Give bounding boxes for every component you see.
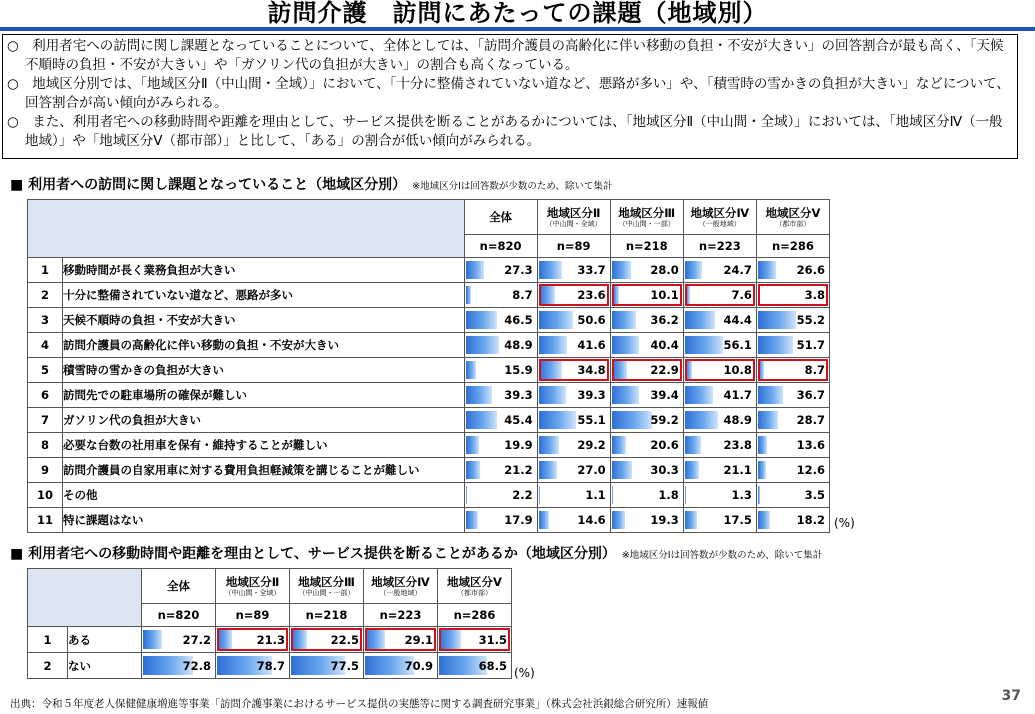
row-label: 十分に整備されていない道など、悪路が多い xyxy=(63,283,465,308)
n-count: n=223 xyxy=(683,235,756,258)
row-label: 天候不順時の負担・不安が大きい xyxy=(63,308,465,333)
value-cell xyxy=(364,653,438,679)
value-cell xyxy=(756,308,829,333)
unit-label: (%) xyxy=(834,516,855,530)
value-cell xyxy=(438,653,512,679)
value-cell xyxy=(464,383,537,408)
n-count: n=286 xyxy=(438,604,512,627)
value-label: 45.4 xyxy=(504,413,533,427)
value-label: 31.5 xyxy=(478,632,507,647)
table-row xyxy=(28,508,830,533)
value-bar xyxy=(758,311,796,329)
value-bar xyxy=(612,461,633,479)
value-bar xyxy=(539,261,562,279)
value-label: 8.7 xyxy=(512,288,533,302)
value-label: 59.2 xyxy=(650,413,679,427)
value-label: 10.8 xyxy=(723,363,752,377)
header-blank xyxy=(28,569,142,627)
row-number: 4 xyxy=(28,333,63,358)
value-label: 48.9 xyxy=(504,338,533,352)
section1-title: ■ 利用者への訪問に関し課題となっていること（地域区分別） xyxy=(10,177,407,193)
value-bar xyxy=(685,486,686,504)
summary-point: ○ 地域区分別では、「地域区分Ⅱ（中山間・全域）」において、「十分に整備されていない道など、悪路が多い」や、「積雪時の雪かきの負担が大きい」などについて、回答割合が高い傾向がみられる。 xyxy=(7,76,1010,111)
value-label: 14.6 xyxy=(577,513,606,527)
value-bar xyxy=(612,411,653,429)
value-cell xyxy=(537,408,610,433)
value-bar xyxy=(685,511,697,529)
unit-label: (%) xyxy=(514,666,535,680)
value-bar xyxy=(685,461,699,479)
value-label: 34.8 xyxy=(577,363,606,377)
value-label: 23.6 xyxy=(577,288,606,302)
value-cell xyxy=(290,627,364,653)
value-cell xyxy=(537,358,610,383)
n-count: n=218 xyxy=(610,235,683,258)
value-cell xyxy=(537,333,610,358)
value-label: 36.2 xyxy=(650,313,679,327)
value-bar xyxy=(685,311,715,329)
row-number: 5 xyxy=(28,358,63,383)
col-header-region3: 地域区分Ⅲ （中山間・一部） xyxy=(290,569,364,604)
table-row xyxy=(28,258,830,283)
value-label: 70.9 xyxy=(404,658,433,673)
value-bar xyxy=(685,386,714,404)
value-bar xyxy=(539,411,577,429)
value-cell xyxy=(683,308,756,333)
value-cell xyxy=(756,458,829,483)
value-label: 1.1 xyxy=(585,488,606,502)
row-label: 必要な台数の社用車を保有・維持することが難しい xyxy=(63,433,465,458)
row-number: 2 xyxy=(28,653,68,679)
value-label: 39.3 xyxy=(504,388,533,402)
value-bar xyxy=(758,436,767,454)
value-bar xyxy=(466,336,499,354)
n-count: n=89 xyxy=(216,604,290,627)
value-bar xyxy=(143,630,162,649)
value-label: 15.9 xyxy=(504,363,533,377)
value-label: 50.6 xyxy=(577,313,606,327)
row-label: 訪問介護員の自家用車に対する費用負担軽減策を講じることが難しい xyxy=(63,458,465,483)
value-label: 29.1 xyxy=(404,632,433,647)
value-bar xyxy=(291,630,307,649)
page-title: 訪問介護 訪問にあたっての課題（地域別） xyxy=(267,0,768,27)
value-cell xyxy=(290,653,364,679)
col-header-region4: 地域区分Ⅳ （一般地域） xyxy=(683,200,756,235)
n-count: n=286 xyxy=(756,235,829,258)
value-bar xyxy=(466,511,478,529)
value-label: 19.9 xyxy=(504,438,533,452)
value-label: 30.3 xyxy=(650,463,679,477)
row-number: 1 xyxy=(28,258,63,283)
col-header-region2: 地域区分Ⅱ （中山間・全域） xyxy=(537,200,610,235)
value-label: 21.3 xyxy=(256,632,285,647)
value-label: 39.4 xyxy=(650,388,679,402)
value-label: 18.2 xyxy=(796,513,825,527)
value-cell xyxy=(756,508,829,533)
value-label: 39.3 xyxy=(577,388,606,402)
row-label: 移動時間が長く業務負担が大きい xyxy=(63,258,465,283)
value-bar xyxy=(612,361,628,379)
value-label: 41.6 xyxy=(577,338,606,352)
row-number: 6 xyxy=(28,383,63,408)
value-bar xyxy=(217,630,232,649)
table-row xyxy=(28,653,512,679)
value-bar xyxy=(539,386,566,404)
value-label: 23.8 xyxy=(723,438,752,452)
value-label: 72.8 xyxy=(182,658,211,673)
row-number: 1 xyxy=(28,627,68,653)
value-bar xyxy=(612,511,625,529)
row-number: 2 xyxy=(28,283,63,308)
refusal-table xyxy=(27,568,512,679)
value-cell xyxy=(464,508,537,533)
value-label: 3.5 xyxy=(804,488,825,502)
header-blank xyxy=(28,200,465,258)
section2-heading xyxy=(10,545,822,565)
value-bar xyxy=(612,311,637,329)
row-number: 10 xyxy=(28,483,63,508)
row-label: 特に課題はない xyxy=(63,508,465,533)
value-cell xyxy=(537,283,610,308)
value-bar xyxy=(466,461,481,479)
value-cell xyxy=(756,333,829,358)
value-bar xyxy=(685,361,692,379)
summary-point: ○ また、利用者宅への移動時間や距離を理由として、サービス提供を断ることがあるかについては、「地域区分Ⅱ（中山間・全域）」においては、「地域区分Ⅳ（一般地域）」や「地域区分Ⅴ（都市部）」と比して、「ある」の割合が低い傾向がみられる。 xyxy=(7,114,1003,149)
value-label: 27.3 xyxy=(504,263,533,277)
value-bar xyxy=(685,336,723,354)
value-label: 51.7 xyxy=(796,338,825,352)
value-bar xyxy=(612,486,613,504)
value-cell xyxy=(610,433,683,458)
value-label: 17.5 xyxy=(723,513,752,527)
value-bar xyxy=(685,436,701,454)
value-cell xyxy=(756,433,829,458)
value-cell xyxy=(464,258,537,283)
table-row xyxy=(28,483,830,508)
value-bar xyxy=(758,511,770,529)
table-row xyxy=(28,458,830,483)
col-header-region5: 地域区分Ⅴ （都市部） xyxy=(438,569,512,604)
value-cell xyxy=(756,258,829,283)
row-number: 11 xyxy=(28,508,63,533)
value-label: 27.2 xyxy=(182,632,211,647)
value-cell xyxy=(537,508,610,533)
value-label: 1.8 xyxy=(658,488,679,502)
value-cell xyxy=(464,283,537,308)
value-cell xyxy=(537,308,610,333)
value-bar xyxy=(466,436,480,454)
value-cell xyxy=(464,433,537,458)
row-label: 訪問介護員の高齢化に伴い移動の負担・不安が大きい xyxy=(63,333,465,358)
col-header-region4: 地域区分Ⅳ （一般地域） xyxy=(364,569,438,604)
value-cell xyxy=(364,627,438,653)
value-cell xyxy=(537,258,610,283)
value-cell xyxy=(683,433,756,458)
value-label: 3.8 xyxy=(804,288,825,302)
value-bar xyxy=(685,261,702,279)
value-label: 13.6 xyxy=(796,438,825,452)
value-bar xyxy=(685,286,690,304)
value-cell xyxy=(756,483,829,508)
section2-note: ※地域区分Ⅰは回答数が少数のため、除いて集計 xyxy=(621,550,823,561)
value-bar xyxy=(365,630,385,649)
value-bar xyxy=(466,286,472,304)
value-label: 33.7 xyxy=(577,263,606,277)
table-row xyxy=(28,433,830,458)
value-label: 8.7 xyxy=(804,363,825,377)
value-cell xyxy=(537,433,610,458)
table-row xyxy=(28,283,830,308)
row-label: その他 xyxy=(63,483,465,508)
value-label: 27.0 xyxy=(577,463,606,477)
value-label: 28.0 xyxy=(650,263,679,277)
issues-table xyxy=(27,199,830,533)
value-cell xyxy=(756,283,829,308)
value-label: 10.1 xyxy=(650,288,679,302)
value-cell xyxy=(756,383,829,408)
value-bar xyxy=(758,461,767,479)
value-cell xyxy=(464,483,537,508)
col-header-region2: 地域区分Ⅱ （中山間・全域） xyxy=(216,569,290,604)
value-cell xyxy=(683,483,756,508)
row-number: 9 xyxy=(28,458,63,483)
value-label: 78.7 xyxy=(256,658,285,673)
value-label: 28.7 xyxy=(796,413,825,427)
n-count: n=820 xyxy=(142,604,216,627)
value-label: 21.2 xyxy=(504,463,533,477)
col-header-all: 全体 xyxy=(142,569,216,604)
table-row xyxy=(28,308,830,333)
value-cell xyxy=(683,258,756,283)
n-count: n=820 xyxy=(464,235,537,258)
value-bar xyxy=(466,311,498,329)
value-bar xyxy=(758,411,778,429)
value-bar xyxy=(466,386,493,404)
value-cell xyxy=(610,483,683,508)
value-bar xyxy=(758,261,776,279)
value-label: 26.6 xyxy=(796,263,825,277)
row-number: 8 xyxy=(28,433,63,458)
title-underline xyxy=(0,27,1035,31)
value-cell xyxy=(464,333,537,358)
value-cell xyxy=(683,333,756,358)
value-cell xyxy=(537,383,610,408)
value-bar xyxy=(539,286,555,304)
value-cell xyxy=(464,458,537,483)
value-cell xyxy=(756,408,829,433)
value-label: 46.5 xyxy=(504,313,533,327)
value-cell xyxy=(683,358,756,383)
value-label: 2.2 xyxy=(512,488,533,502)
value-cell xyxy=(216,653,290,679)
row-label: 訪問先での駐車場所の確保が難しい xyxy=(63,383,465,408)
page-number: 37 xyxy=(1001,688,1021,704)
value-cell xyxy=(464,358,537,383)
value-cell xyxy=(537,458,610,483)
row-label: ある xyxy=(68,627,142,653)
value-bar xyxy=(758,386,783,404)
value-cell xyxy=(610,333,683,358)
value-bar xyxy=(539,436,559,454)
n-count: n=218 xyxy=(290,604,364,627)
value-cell xyxy=(610,508,683,533)
value-bar xyxy=(539,311,574,329)
value-bar xyxy=(466,361,477,379)
value-label: 48.9 xyxy=(723,413,752,427)
value-cell xyxy=(610,283,683,308)
value-cell xyxy=(142,653,216,679)
value-bar xyxy=(539,361,563,379)
value-label: 44.4 xyxy=(723,313,752,327)
value-cell xyxy=(438,627,512,653)
summary-box xyxy=(2,34,1018,159)
value-cell xyxy=(683,408,756,433)
section1-heading xyxy=(10,176,613,196)
value-bar xyxy=(612,286,619,304)
n-count: n=223 xyxy=(364,604,438,627)
value-cell xyxy=(610,258,683,283)
value-label: 22.9 xyxy=(650,363,679,377)
value-bar xyxy=(539,486,540,504)
value-cell xyxy=(142,627,216,653)
value-bar xyxy=(466,486,468,504)
value-cell xyxy=(464,408,537,433)
value-bar xyxy=(539,511,549,529)
value-cell xyxy=(610,383,683,408)
value-bar xyxy=(466,411,497,429)
value-label: 29.2 xyxy=(577,438,606,452)
summary-point: ○ 利用者宅への訪問に関し課題となっていることについて、全体としては、「訪問介護員の高齢化に伴い移動の負担・不安が大きい」の回答割合が最も高く、「天候不順時の負担・不安が大きい」や「ガソリン代の負担が大きい」の割合も高くなっている。 xyxy=(7,38,1004,73)
value-cell xyxy=(683,383,756,408)
table-row xyxy=(28,408,830,433)
value-label: 12.6 xyxy=(796,463,825,477)
table-row xyxy=(28,627,512,653)
value-bar xyxy=(539,461,557,479)
value-label: 24.7 xyxy=(723,263,752,277)
value-label: 22.5 xyxy=(330,632,359,647)
row-label: 積雪時の雪かきの負担が大きい xyxy=(63,358,465,383)
value-bar xyxy=(758,336,793,354)
value-bar xyxy=(612,336,640,354)
value-cell xyxy=(610,408,683,433)
value-label: 77.5 xyxy=(330,658,359,673)
value-bar xyxy=(612,436,626,454)
value-bar xyxy=(466,261,485,279)
value-cell xyxy=(683,508,756,533)
value-cell xyxy=(610,358,683,383)
source-citation: 出典：令和５年度老人保健健康増進等事業「訪問介護事業におけるサービス提供の実態等に関する調査研究事業」（株式会社浜銀総合研究所）速報値 xyxy=(10,698,709,710)
value-cell xyxy=(610,458,683,483)
value-bar xyxy=(758,361,764,379)
value-cell xyxy=(683,283,756,308)
value-cell xyxy=(464,308,537,333)
value-cell xyxy=(756,358,829,383)
value-label: 19.3 xyxy=(650,513,679,527)
value-bar xyxy=(758,286,761,304)
row-number: 7 xyxy=(28,408,63,433)
col-header-region5: 地域区分Ⅴ （都市部） xyxy=(756,200,829,235)
value-bar xyxy=(439,630,461,649)
col-header-region3: 地域区分Ⅲ （中山間・一部） xyxy=(610,200,683,235)
value-bar xyxy=(612,261,631,279)
value-label: 1.3 xyxy=(731,488,752,502)
value-bar xyxy=(612,386,639,404)
value-bar xyxy=(539,336,567,354)
table-row xyxy=(28,383,830,408)
value-cell xyxy=(216,627,290,653)
row-number: 3 xyxy=(28,308,63,333)
value-label: 36.7 xyxy=(796,388,825,402)
value-label: 55.1 xyxy=(577,413,606,427)
value-cell xyxy=(610,308,683,333)
value-label: 68.5 xyxy=(478,658,507,673)
value-label: 20.6 xyxy=(650,438,679,452)
col-header-all: 全体 xyxy=(464,200,537,235)
row-label: ない xyxy=(68,653,142,679)
value-label: 21.1 xyxy=(723,463,752,477)
row-label: ガソリン代の負担が大きい xyxy=(63,408,465,433)
value-label: 55.2 xyxy=(796,313,825,327)
value-bar xyxy=(685,411,718,429)
value-cell xyxy=(683,458,756,483)
table-row xyxy=(28,358,830,383)
value-cell xyxy=(537,483,610,508)
value-label: 7.6 xyxy=(731,288,752,302)
value-label: 40.4 xyxy=(650,338,679,352)
section1-note: ※地域区分Ⅰは回答数が少数のため、除いて集計 xyxy=(412,181,613,192)
n-count: n=89 xyxy=(537,235,610,258)
value-label: 41.7 xyxy=(723,388,752,402)
value-bar xyxy=(758,486,760,504)
value-label: 56.1 xyxy=(723,338,752,352)
section2-title: ■ 利用者宅への移動時間や距離を理由として、サービス提供を断ることがあるか（地域区分別） xyxy=(10,546,616,562)
value-label: 17.9 xyxy=(504,513,533,527)
table-row xyxy=(28,333,830,358)
